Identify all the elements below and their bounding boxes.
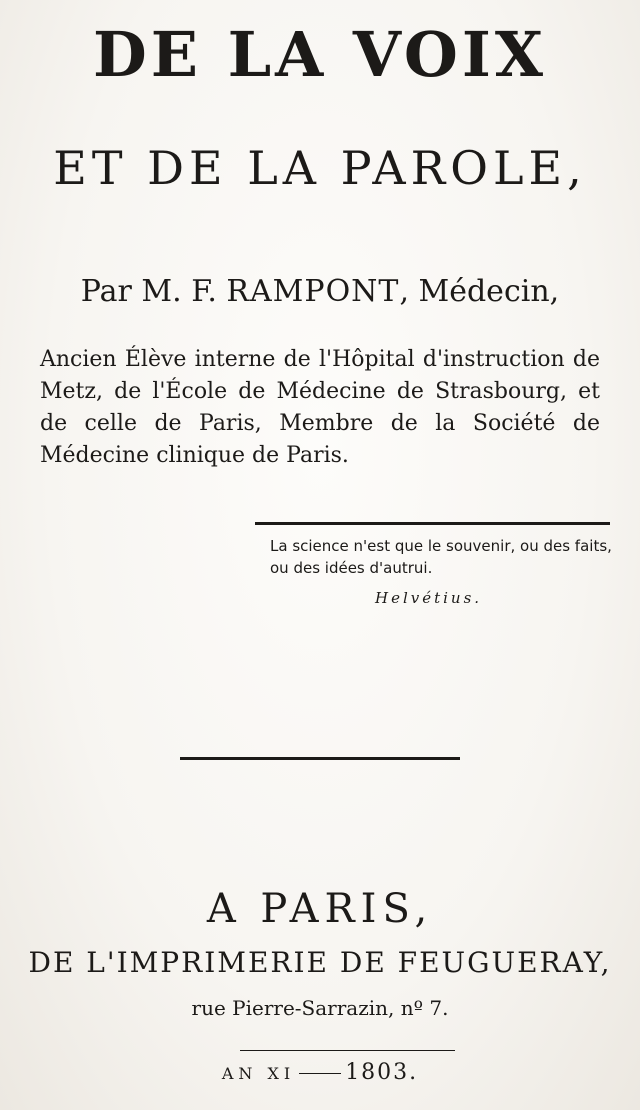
- imprint-year-prefix: AN XI: [221, 1064, 296, 1083]
- imprint-city: A PARIS,: [206, 886, 434, 932]
- author-suffix: , Médecin,: [399, 274, 560, 309]
- section-divider-rule: [180, 757, 460, 760]
- epigraph-line-2: ou des idées d'autrui.: [270, 559, 433, 577]
- epigraph-attribution: Helvétius.: [375, 589, 483, 607]
- imprint-printer: DE L'IMPRIMERIE DE FEUGUERAY,: [28, 946, 612, 979]
- date-dash: [299, 1073, 341, 1074]
- imprint-street: rue Pierre-Sarrazin, nº 7.: [191, 996, 449, 1020]
- epigraph-top-rule: [255, 522, 610, 525]
- title-line-2: ET DE LA PAROLE,: [53, 141, 587, 195]
- imprint-year: 1803.: [345, 1060, 419, 1085]
- author-line: [0, 272, 640, 312]
- imprint-date: [0, 1058, 640, 1089]
- author-prefix: Par M. F.: [80, 274, 217, 309]
- author-credentials: Ancien Élève interne de l'Hôpital d'instruction de Metz, de l'École de Médecine de Strasbourg, et de celle de Paris, Membre de la Société de Médecine clinique de Paris.: [40, 347, 600, 468]
- imprint-rule: [240, 1050, 455, 1051]
- title-line-1: DE LA VOIX: [92, 18, 548, 91]
- epigraph: [270, 535, 620, 609]
- author-name: RAMPONT: [226, 274, 400, 309]
- epigraph-line-1: La science n'est que le souvenir, ou des faits,: [270, 537, 612, 555]
